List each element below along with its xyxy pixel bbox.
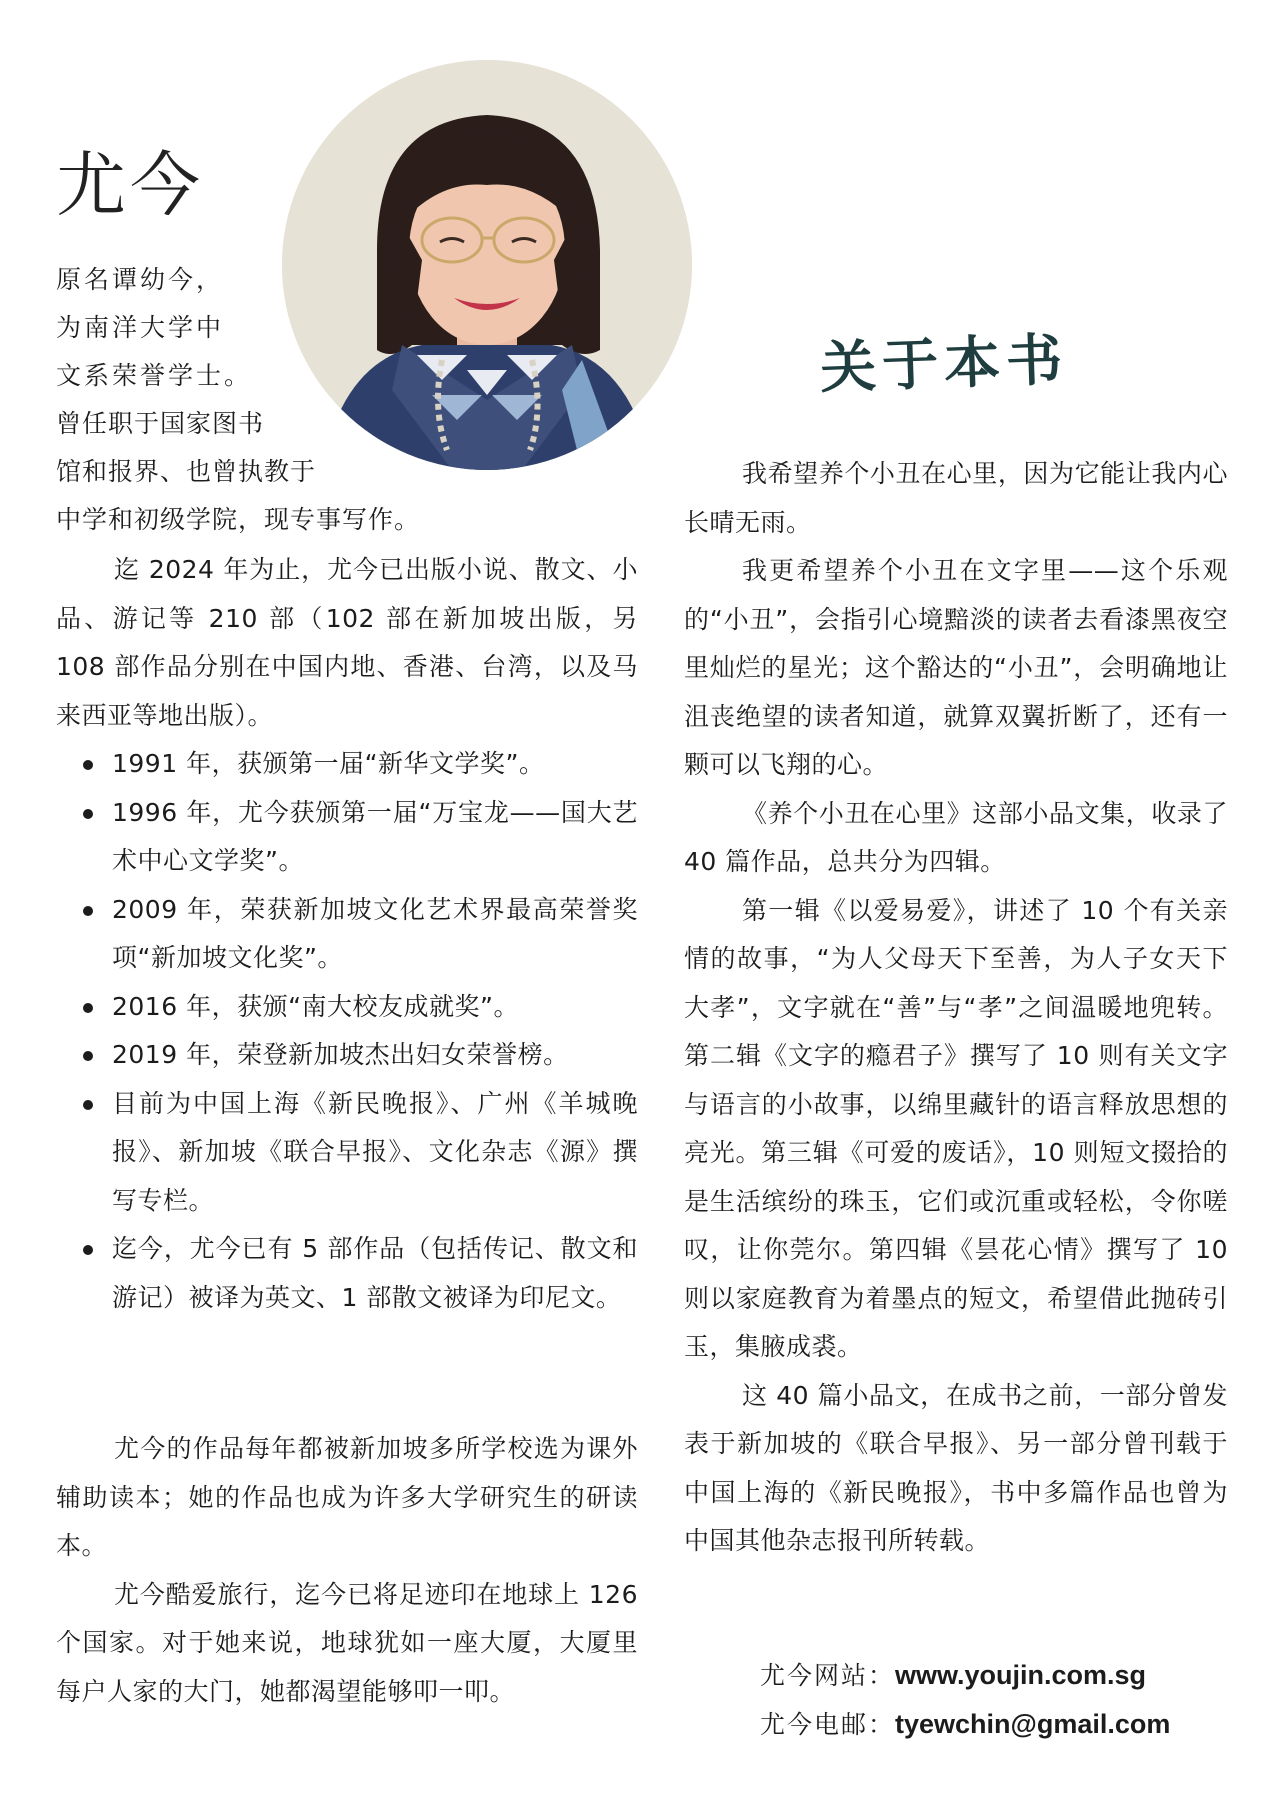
award-item: 2016 年，获颁“南大校友成就奖”。	[56, 983, 638, 1032]
author-intro-line: 为南洋大学中	[56, 313, 225, 342]
award-item: 2019 年，荣登新加坡杰出妇女荣誉榜。	[56, 1031, 638, 1080]
book-heading: 关于本书	[819, 326, 1070, 402]
awards-list	[56, 740, 638, 1322]
book-paragraph: 第一辑《以爱易爱》，讲述了 10 个有关亲情的故事，“为人父母天下至善，为人子女天下大孝”，文字就在“善”与“孝”之间温暖地兜转。第二辑《文字的瘾君子》撰写了 10 则有关文字与语言的小故事，以绵里藏针的语言释放思想的亮光。第三辑《可爱的废话》，10 则短文掇拾的是生活缤纷的珠玉，它们或沉重或轻松，令你嗟叹，让你莞尔。第四辑《昙花心情》撰写了 10 则以家庭教育为着墨点的短文，希望借此抛砖引玉，集腋成裘。	[684, 895, 1228, 1361]
author-paragraph: 尤今的作品每年都被新加坡多所学校选为课外辅助读本；她的作品也成为许多大学研究生的研读本。	[56, 1434, 638, 1560]
author-more	[56, 1425, 638, 1716]
email-line	[760, 1705, 1170, 1741]
author-intro-line: 原名谭幼今，	[56, 265, 225, 294]
email-label: 尤今电邮：	[760, 1710, 896, 1739]
author-intro-line: 曾任职于国家图书	[56, 409, 265, 438]
award-item: 1991 年，获颁第一届“新华文学奖”。	[56, 740, 638, 789]
award-item: 2009 年，荣获新加坡文化艺术界最高荣誉奖项“新加坡文化奖”。	[56, 886, 638, 983]
author-portrait	[282, 60, 692, 470]
author-intro-line: 文系荣誉学士。	[56, 361, 253, 390]
website-label: 尤今网站：	[760, 1661, 896, 1690]
book-paragraph: 《养个小丑在心里》这部小品文集，收录了 40 篇作品，总共分为四辑。	[684, 798, 1228, 876]
award-item: 目前为中国上海《新民晚报》、广州《羊城晚报》、新加坡《联合早报》、文化杂志《源》撰写专栏。	[56, 1080, 638, 1226]
author-intro-line: 中学和初级学院，现专事写作。	[56, 505, 421, 534]
book-paragraph: 这 40 篇小品文，在成书之前，一部分曾发表于新加坡的《联合早报》、另一部分曾刊载于中国上海的《新民晚报》，书中多篇作品也曾为中国其他杂志报刊所转载。	[684, 1380, 1228, 1555]
award-item: 迄今，尤今已有 5 部作品（包括传记、散文和游记）被译为英文、1 部散文被译为印尼文。	[56, 1225, 638, 1322]
author-summary: 迄 2024 年为止，尤今已出版小说、散文、小品、游记等 210 部（102 部在新加坡出版，另 108 部作品分别在中国内地、香港、台湾，以及马来西亚等地出版）。	[56, 555, 638, 730]
email-link[interactable]: tyewchin@gmail.com	[895, 1709, 1171, 1739]
author-portrait-image	[282, 60, 692, 470]
author-name: 尤今	[56, 144, 204, 226]
website-link[interactable]: www.youjin.com.sg	[895, 1660, 1147, 1690]
author-paragraph: 尤今酷爱旅行，迄今已将足迹印在地球上 126 个国家。对于她来说，地球犹如一座大厦，大厦里每户人家的大门，她都渴望能够叩一叩。	[56, 1579, 638, 1706]
book-paragraph: 我希望养个小丑在心里，因为它能让我内心长晴无雨。	[684, 459, 1228, 537]
author-intro-line: 馆和报界、也曾执教于	[56, 457, 317, 486]
award-item: 1996 年，尤今获颁第一届“万宝龙——国大艺术中心文学奖”。	[56, 789, 638, 886]
book-paragraph: 我更希望养个小丑在文字里——这个乐观的“小丑”，会指引心境黯淡的读者去看漆黑夜空里灿烂的星光；这个豁达的“小丑”，会明确地让沮丧绝望的读者知道，就算双翼折断了，还有一颗可以飞翔的心。	[684, 556, 1228, 779]
author-bio	[56, 546, 638, 1322]
book-description	[684, 450, 1228, 1566]
website-line	[760, 1656, 1146, 1692]
